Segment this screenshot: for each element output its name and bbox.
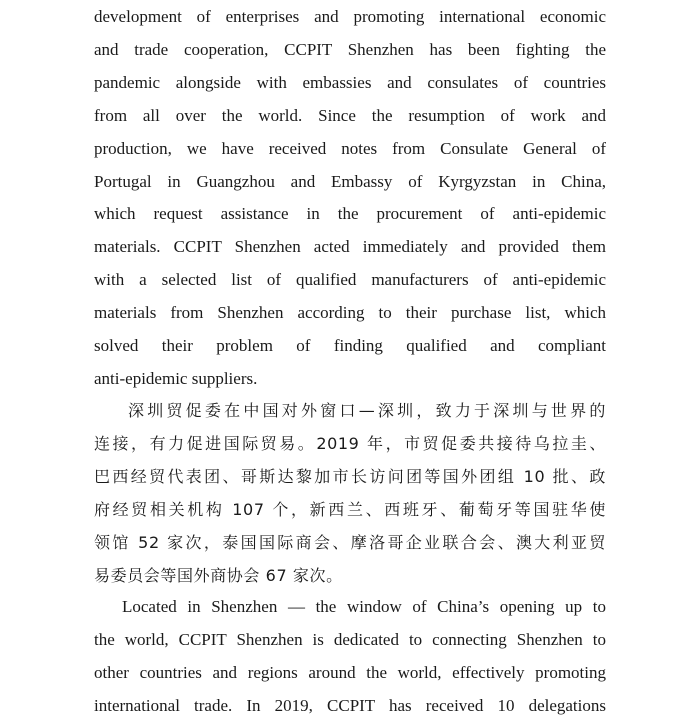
text-line: from all over the world. Since the resumption of work and <box>94 105 606 125</box>
text-line: and trade cooperation, CCPIT Shenzhen has been fighting the <box>94 39 606 59</box>
text-line: the world, CCPIT Shenzhen is dedicated to connecting Shenzhen to <box>94 629 606 649</box>
text-line: which request assistance in the procurement of anti-epidemic <box>94 204 606 224</box>
english-paragraph-anti-epidemic <box>94 1 606 396</box>
text-line: development of enterprises and promoting international economic <box>94 7 606 26</box>
text-line: anti-epidemic suppliers. <box>94 368 258 388</box>
text-line: materials from Shenzhen according to their purchase list, which <box>94 303 606 323</box>
text-line: 易委员会等国外商协会 67 家次。 <box>94 565 343 585</box>
text-line: Portugal in Guangzhou and Embassy of Kyrgyzstan in China, <box>94 171 606 191</box>
text-line: solved their problem of finding qualified and compliant <box>94 336 606 356</box>
text-line: 巴西经贸代表团、哥斯达黎加市长访问团等国外团组 10 批、政 <box>94 466 606 486</box>
text-line: pandemic alongside with embassies and consulates of countries <box>94 72 606 92</box>
text-line: materials. CCPIT Shenzhen acted immediately and provided them <box>94 237 606 257</box>
text-line: international trade. In 2019, CCPIT has received 10 delegations <box>94 695 606 715</box>
chinese-paragraph-international-trade <box>94 395 606 592</box>
text-line: 府经贸相关机构 107 个，新西兰、西班牙、葡萄牙等国驻华使 <box>94 499 606 519</box>
text-line: 连接，有力促进国际贸易。2019 年，市贸促委共接待乌拉圭、 <box>94 433 606 453</box>
english-paragraph-international-trade <box>94 591 606 723</box>
text-line: production, we have received notes from Consulate General of <box>94 138 606 158</box>
text-line: with a selected list of qualified manufacturers of anti-epidemic <box>94 270 606 290</box>
text-line: 深圳贸促委在中国对外窗口—深圳，致力于深圳与世界的 <box>128 401 606 420</box>
text-line: Located in Shenzhen — the window of China’s opening up to <box>122 597 606 616</box>
text-line: 领馆 52 家次，泰国国际商会、摩洛哥企业联合会、澳大利亚贸 <box>94 532 606 552</box>
text-line: other countries and regions around the world, effectively promoting <box>94 662 606 682</box>
